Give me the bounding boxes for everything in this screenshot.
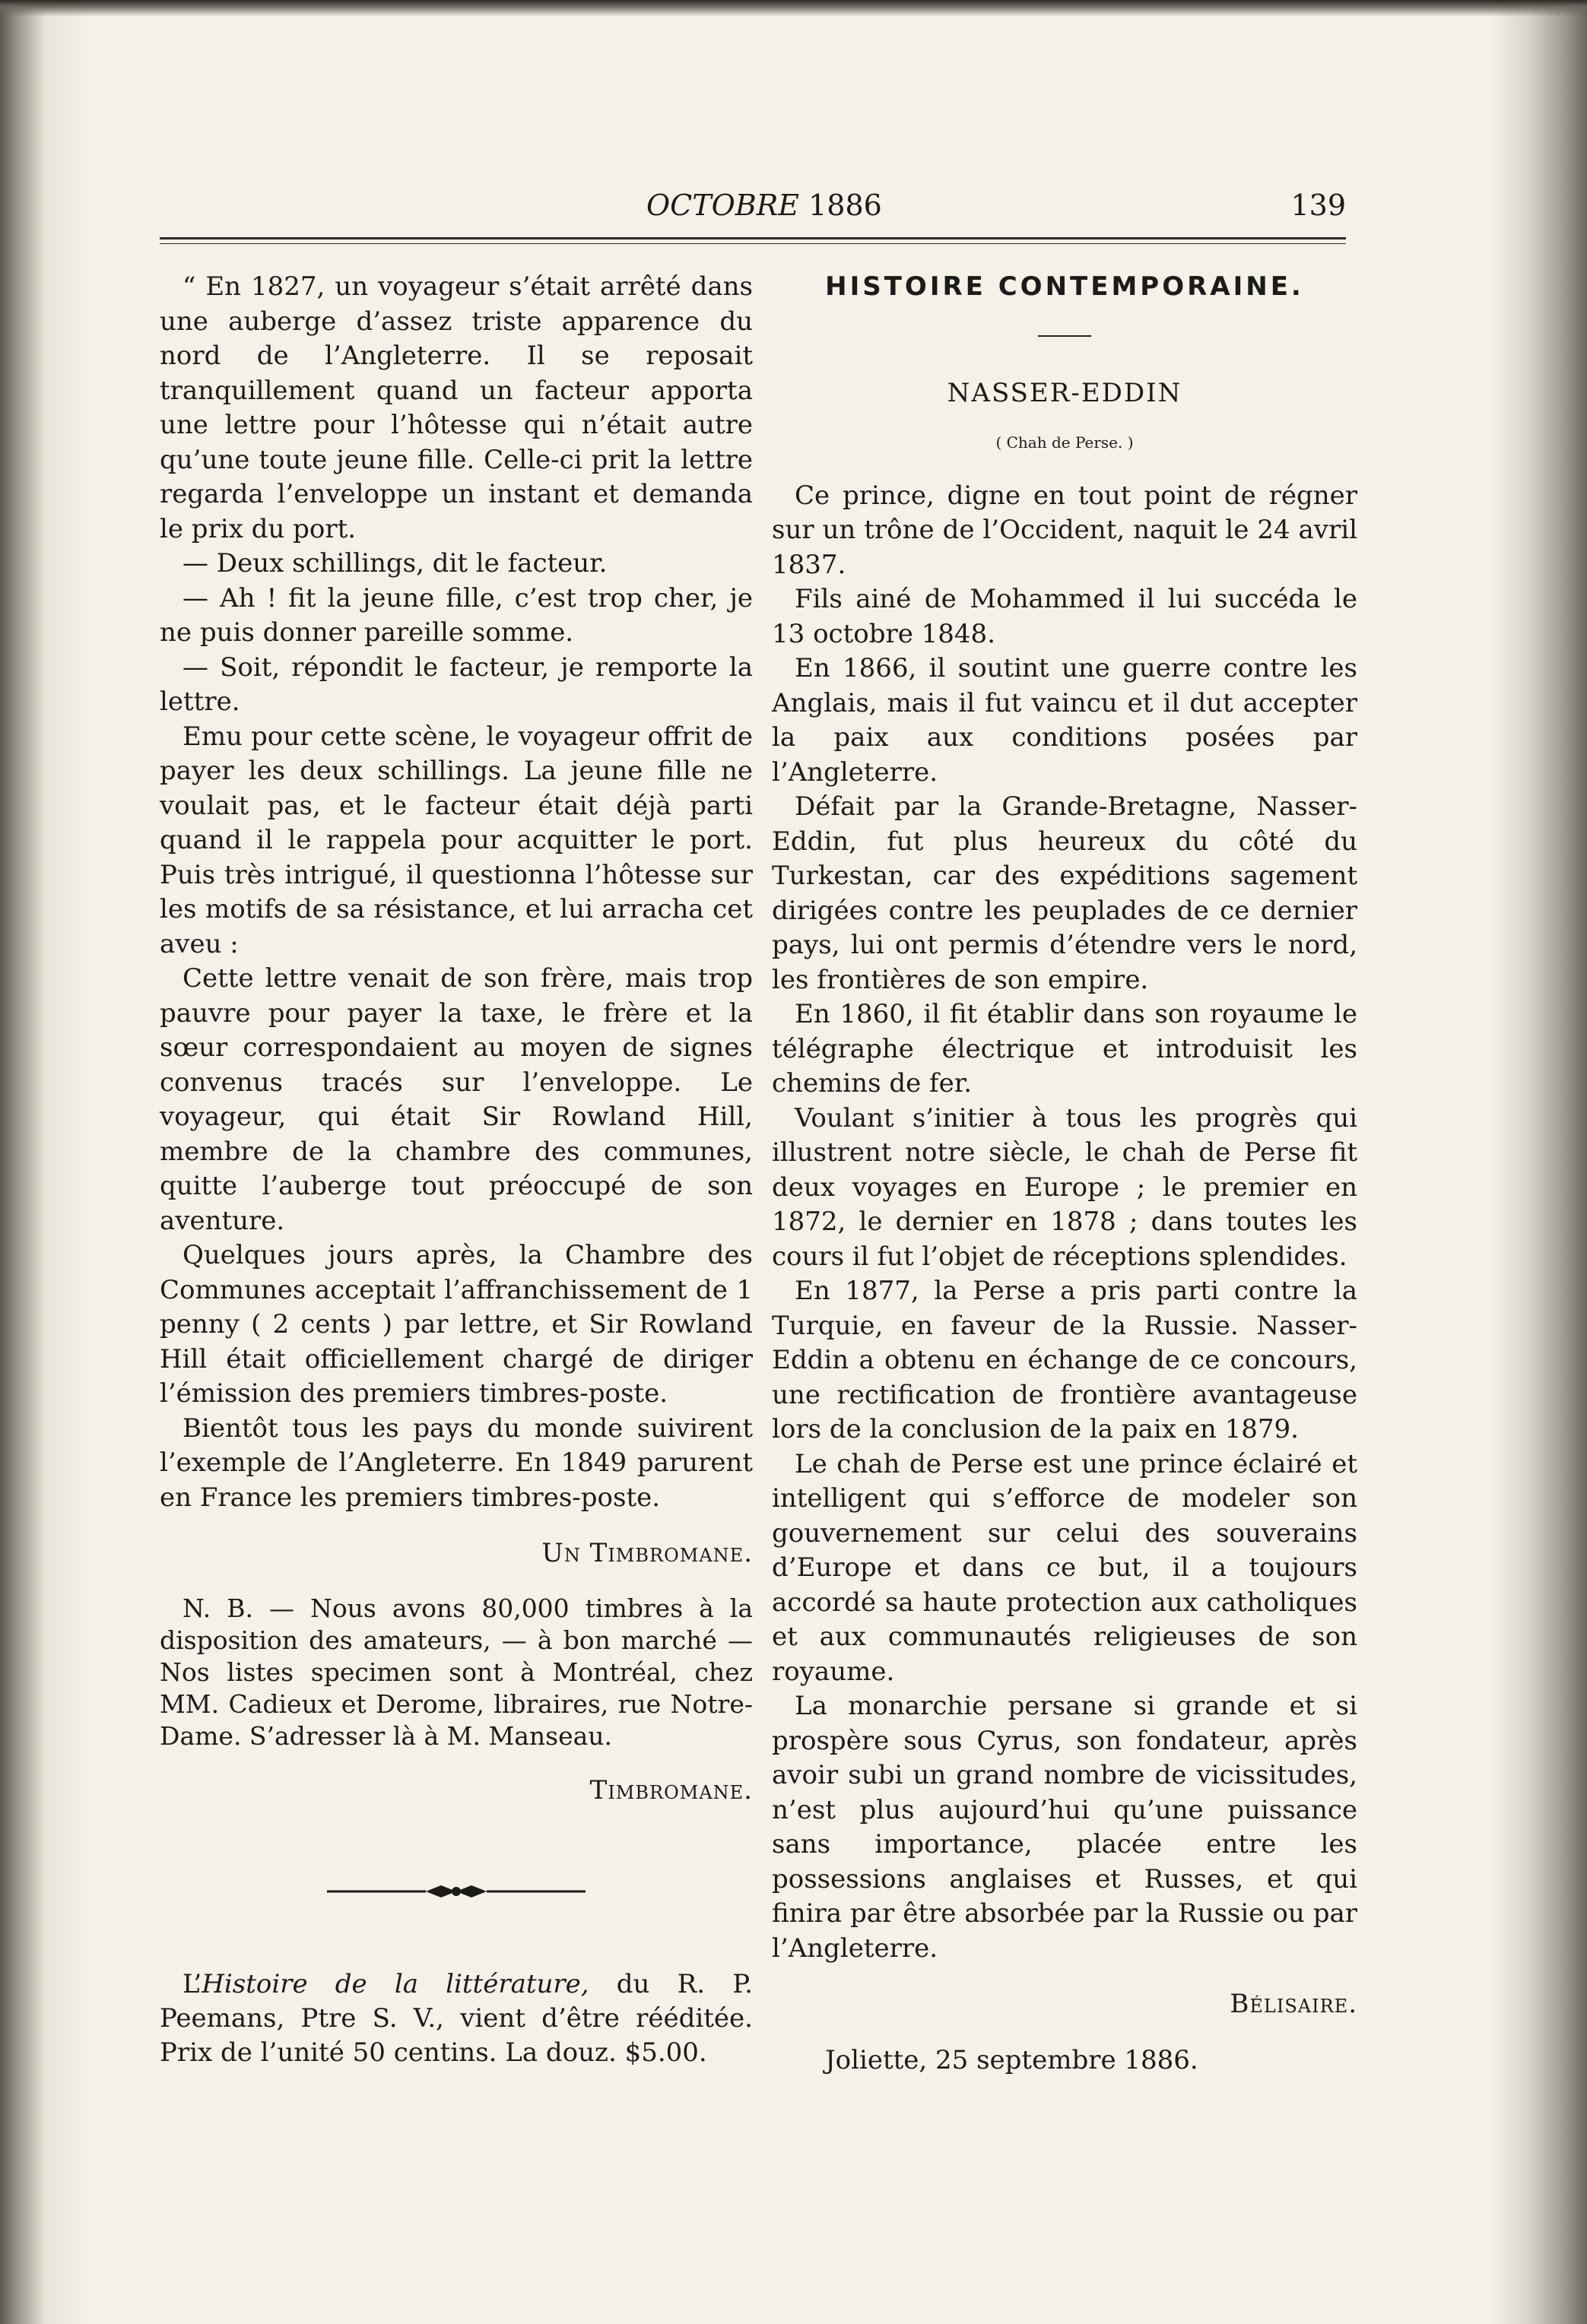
page-number: 139 (1290, 189, 1346, 222)
right-column (772, 270, 1357, 2078)
article-paragraph: Fils ainé de Mohammed il lui succéda le 13 octobre 1848. (772, 584, 1357, 649)
header-rule-thick (160, 237, 1346, 239)
article-paragraph: Bientôt tous les pays du monde suivirent l’exemple de l’Angleterre. En 1849 parurent en France les premiers timbres-poste. (160, 1412, 753, 1513)
article-subject-note: ( Chah de Perse. ) (995, 433, 1134, 452)
article-paragraph: Voulant s’initier à tous les progrès qui illustrent notre siècle, le chah de Perse fit deux voyages en Europe ; le premier en 1872, le dernier en 1878 ; dans toutes les cours il fut l’objet de réceptions splendides. (772, 1102, 1357, 1272)
article-paragraph: Quelques jours après, la Chambre des Communes acceptait l’affranchissement de 1 penny ( 2 cents ) par lettre, et Sir Rowland Hill était officiellement chargé de diriger l’émission des premiers timbres-poste. (160, 1240, 753, 1409)
announcement-text: du R. P. Peemans, Ptre S. V., vient d’être rééditée. Prix de l’unité 50 centins. La douz. $5.00. (160, 1969, 753, 2068)
article-paragraph: La monarchie persane si grande et si prospère sous Cyrus, son fondateur, après avoir subi un grand nombre de vicissitudes, n’est plus aujourd’hui qu’une puissance sans importance, placée entre les possessions anglaises et Russes, et qui finira par être absorbée par la Russie ou par l’Angleterre. (772, 1691, 1357, 1964)
running-head (160, 189, 1346, 234)
article-paragraph: “ En 1827, un voyageur s’était arrêté dans une auberge d’assez triste apparence du nord de l’Angleterre. Il se reposait tranquillement quand un facteur apporta une lettre pour l’hôtesse qui n’était autre qu’une toute jeune fille. Celle-ci prit la lettre regarda l’enveloppe un instant et demanda le prix du port. (160, 271, 753, 544)
article-paragraph: En 1866, il soutint une guerre contre les Anglais, mais il fut vaincu et il dut accepter la paix aux conditions posées par l’Angleterre. (772, 653, 1357, 788)
dateline: Joliette, 25 septembre 1886. (825, 2044, 1198, 2075)
article-paragraph: — Ah ! fit la jeune fille, c’est trop cher, je ne puis donner pareille somme. (160, 582, 753, 648)
article-paragraph: Ce prince, digne en tout point de régner sur un trône de l’Occident, naquit le 24 avril 1837. (772, 480, 1357, 580)
article-paragraph: En 1860, il fit établir dans son royaume le télégraphe électrique et introduisit les chemins de fer. (772, 999, 1357, 1099)
section-title: HISTOIRE CONTEMPORAINE. (825, 271, 1304, 302)
author-signature-2: Timbromane. (589, 1774, 753, 1806)
article-paragraph: Cette lettre venait de son frère, mais trop pauvre pour payer la taxe, le frère et la sœur correspondaient au moyen de signes convenus tracés sur l’enveloppe. Le voyageur, qui était Sir Rowland Hill, membre de la chambre des communes, quitte l’auberge tout préoccupé de son aventure. (160, 963, 753, 1236)
ornament-divider (327, 1876, 586, 1907)
article-paragraph: — Soit, répondit le facteur, je remporte la lettre. (160, 652, 753, 717)
left-column (160, 270, 753, 2070)
announcement-prefix: L’ (183, 1969, 202, 1999)
article-subject: NASSER-EDDIN (947, 377, 1182, 408)
article-paragraph: Le chah de Perse est une prince éclairé et intelligent qui s’efforce de modeler son gouvernement sur celui des souverains d’Europe et dans ce but, il a toujours accordé sa haute protection aux catholiques et aux communautés religieuses de son royaume. (772, 1448, 1357, 1687)
book-announcement (160, 1967, 753, 2070)
header-rule-thin (160, 243, 1346, 244)
nota-bene: N. B. — Nous avons 80,000 timbres à la disposition des amateurs, — à bon marché — Nos listes specimen sont à Montréal, chez MM. Cadieux et Derome, libraires, rue Notre-Dame. S’adresser là à M. Manseau. (160, 1593, 753, 1751)
book-title: Histoire de la littérature, (202, 1969, 589, 1999)
article-paragraph: — Deux schillings, dit le facteur. (183, 548, 608, 579)
page-top-edge (0, 0, 1587, 17)
article-paragraph: Défait par la Grande-Bretagne, Nasser-Eddin, fut plus heureux du côté du Turkestan, car des expéditions sagement dirigées contre les peuplades de ce dernier pays, lui ont permis d’étendre vers le nord, les frontières de son empire. (772, 791, 1357, 995)
author-signature-3: Bélisaire. (1230, 1989, 1357, 2019)
article-paragraph: En 1877, la Perse a pris parti contre la Turquie, en faveur de la Russie. Nasser-Eddin a obtenu en échange de ce concours, une rectification de frontière avantageuse lors de la conclusion de la paix en 1879. (772, 1276, 1357, 1444)
author-signature: Un Timbromane. (541, 1538, 753, 1568)
running-head-month: OCTOBRE (646, 189, 800, 222)
running-head-year: 1886 (808, 189, 882, 222)
section-rule (1038, 335, 1091, 337)
running-head-date (646, 189, 882, 222)
article-paragraph: Emu pour cette scène, le voyageur offrit de payer les deux schillings. La jeune fille ne voulait pas, et le facteur était déjà parti quand il le rappela pour acquitter le port. Puis très intrigué, il questionna l’hôtesse sur les motifs de sa résistance, et lui arracha cet aveu : (160, 721, 753, 959)
